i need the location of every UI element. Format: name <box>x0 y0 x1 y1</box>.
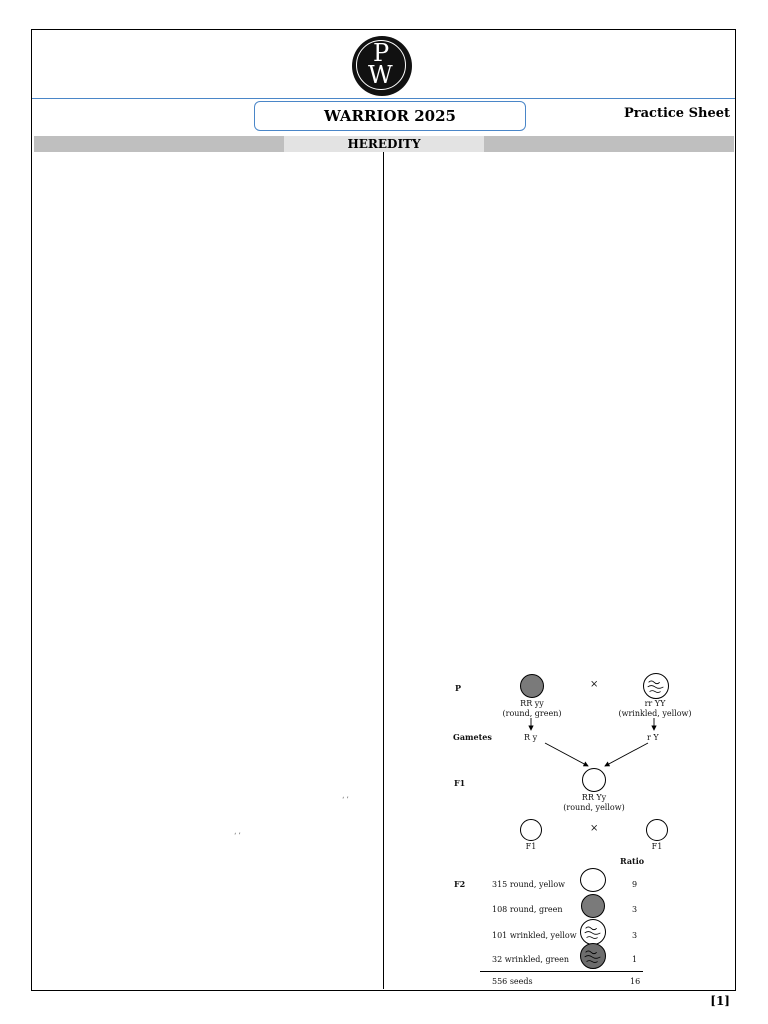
arrow-to-f1-right <box>605 743 648 766</box>
pea-f1-self-left <box>520 819 542 841</box>
pea-wrinkled-yellow-f2 <box>580 919 606 945</box>
f2-row-label: 108 round, green <box>492 905 563 914</box>
total-rule <box>480 971 643 972</box>
page-number: [1] <box>710 994 730 1008</box>
label-f1: F1 <box>454 778 466 788</box>
logo-letter-w: W <box>368 61 393 89</box>
parent-left-genotype: RR yy <box>520 699 544 708</box>
ratio-header: Ratio <box>620 856 645 866</box>
pea-round-yellow-f1 <box>582 768 606 792</box>
header-rule <box>32 98 735 99</box>
label-f2: F2 <box>454 879 466 889</box>
stray-mark: ‘ ’ <box>234 832 241 840</box>
logo-letter-p: P <box>373 39 390 67</box>
f2-row-label: 315 round, yellow <box>492 880 565 889</box>
cross-symbol-2: × <box>590 823 599 834</box>
practice-sheet-label: Practice Sheet <box>623 106 730 121</box>
pea-round-green <box>520 674 544 698</box>
pea-round-yellow <box>580 868 606 892</box>
parent-right-genotype: rr YY <box>644 699 666 708</box>
pw-logo <box>352 36 412 96</box>
pea-f1-self-right <box>646 819 668 841</box>
f2-row-ratio: 3 <box>632 931 638 940</box>
label-p: P <box>455 683 462 693</box>
f2-row-ratio: 9 <box>632 880 638 889</box>
column-divider <box>383 152 384 989</box>
f1-self-right-label: F1 <box>651 842 663 851</box>
f1-genotype: RR Yy <box>581 793 607 802</box>
pea-wrinkled-yellow <box>643 673 669 699</box>
arrow-to-f1-left <box>545 743 588 766</box>
f2-row-label: 32 wrinkled, green <box>492 955 570 964</box>
sheet-title: WARRIOR 2025 <box>254 101 526 131</box>
f1-self-left-label: F1 <box>525 842 537 851</box>
pea-round-green-f2 <box>581 894 605 918</box>
topic-title: HEREDITY <box>284 136 484 152</box>
total-label: 556 seeds <box>492 977 533 986</box>
label-gametes: Gametes <box>453 732 492 742</box>
f1-phenotype: (round, yellow) <box>563 803 625 812</box>
stray-mark: ‘ ’ <box>342 796 349 804</box>
total-ratio: 16 <box>630 977 641 986</box>
f2-row-ratio: 1 <box>632 955 638 964</box>
cross-arrows <box>450 715 710 775</box>
cross-symbol: × <box>590 679 599 690</box>
f2-row-ratio: 3 <box>632 905 638 914</box>
f2-row-label: 101 wrinkled, yellow <box>492 931 577 940</box>
parent-left-phenotype: (round, green) <box>502 709 562 718</box>
parent-right-phenotype: (wrinkled, yellow) <box>618 709 692 718</box>
gamete-left: R y <box>524 733 538 742</box>
pea-wrinkled-green-f2 <box>580 943 606 969</box>
gamete-right: r Y <box>647 733 659 742</box>
